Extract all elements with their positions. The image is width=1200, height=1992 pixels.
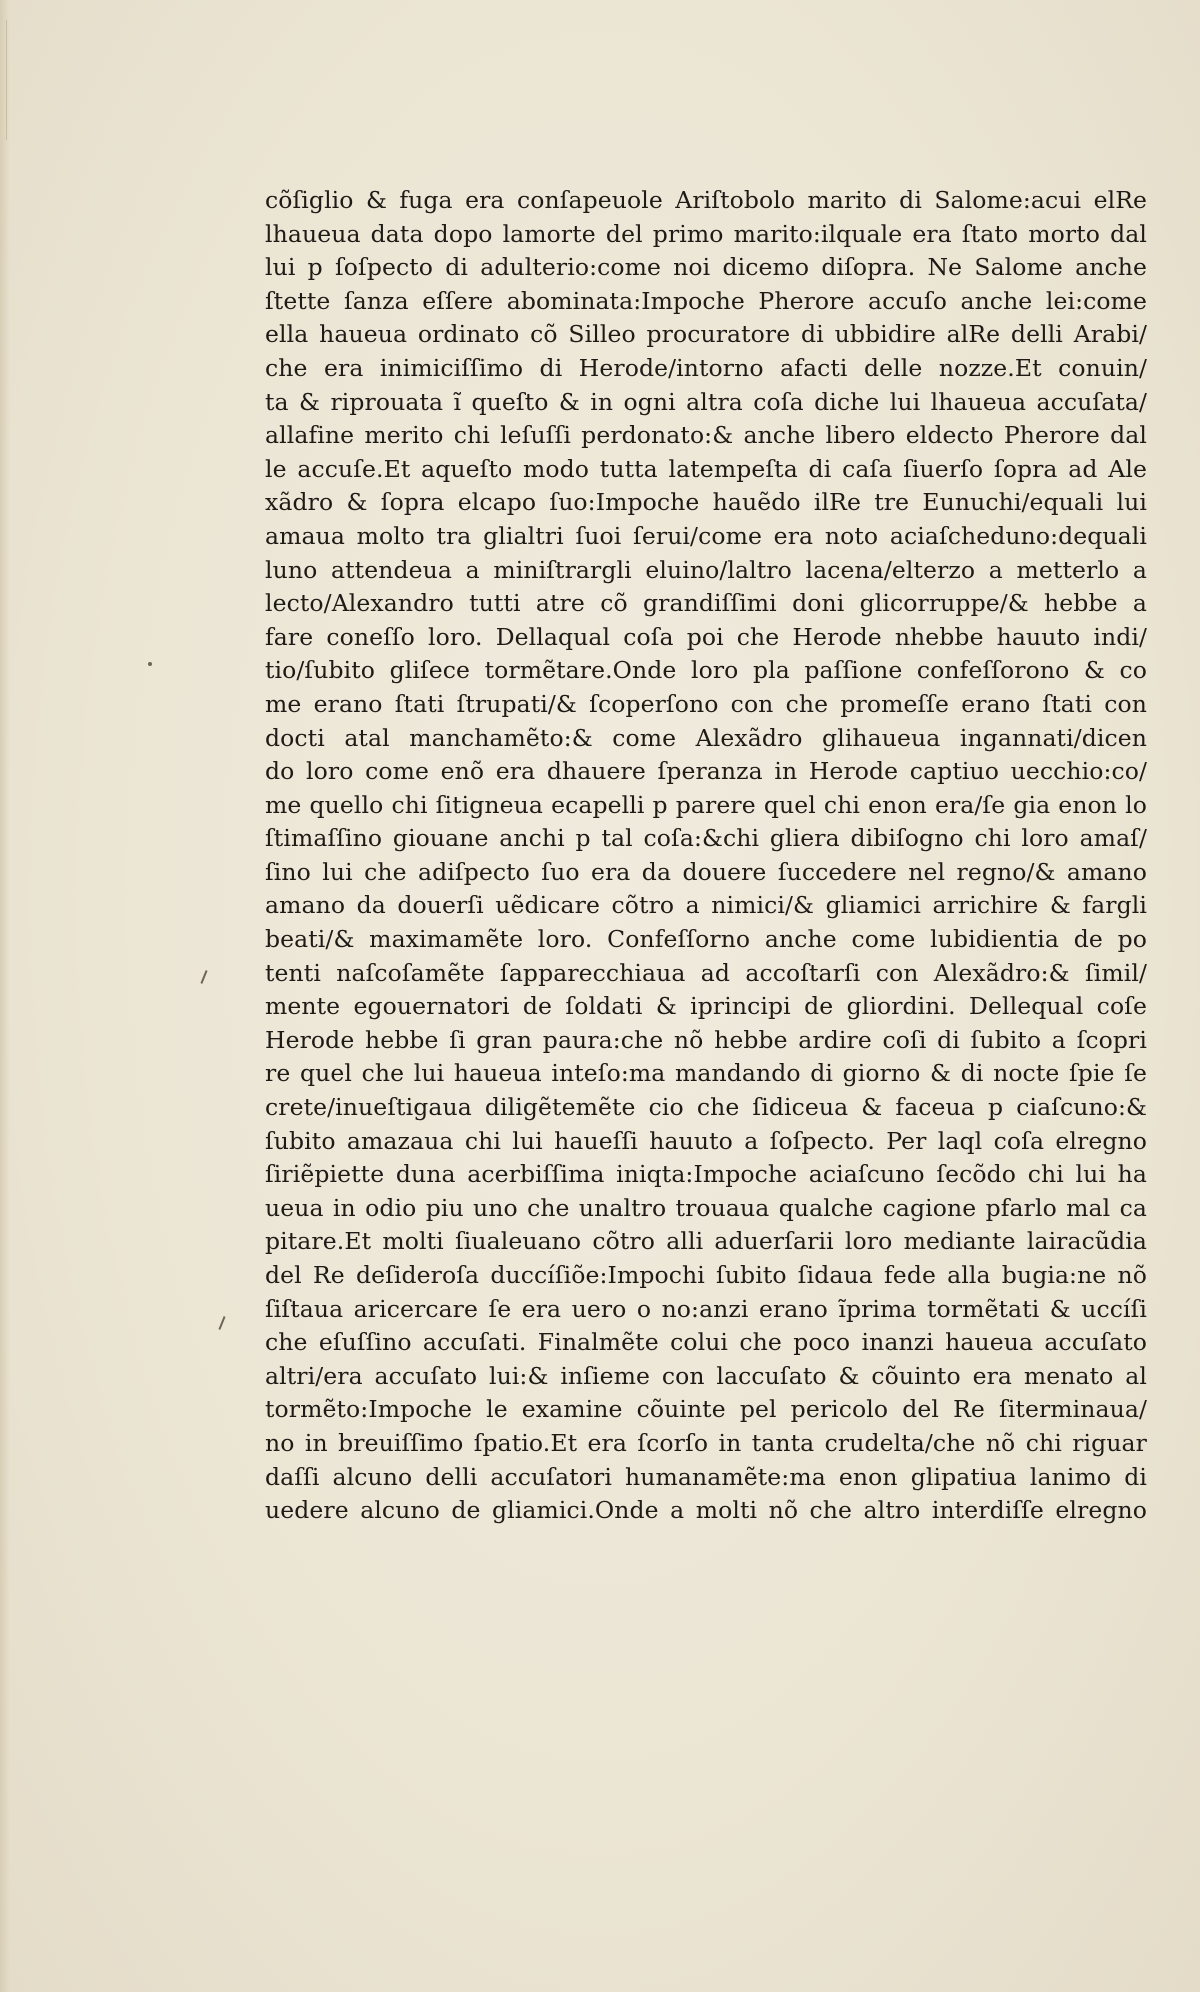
text-line: ſubito amazaua chi lui haueſſi hauuto a ſoſpecto. Per laql coſa elregno bbox=[265, 1126, 1147, 1155]
text-line: daſſi alcuno delli accuſatori humanamẽte:ma enon glipatiua lanimo di bbox=[265, 1462, 1147, 1491]
text-line: cõſiglio & fuga era conſapeuole Ariſtobolo marito di Salome:acui elRe bbox=[265, 186, 1147, 214]
text-line: docti atal manchamẽto:& come Alexãdro glihaueua ingannati/dicen bbox=[265, 723, 1147, 752]
text-line: crete/inueſtigaua diligẽtemẽte cio che ſidiceua & faceua p ciaſcuno:& bbox=[265, 1093, 1147, 1122]
text-line: me erano ſtati ſtrupati/& ſcoperſono con che promeſſe erano ſtati con bbox=[265, 689, 1147, 718]
page-edge-line bbox=[6, 20, 7, 140]
text-line: do loro come enõ era dhauere ſperanza in Herode captiuo uecchio:co/ bbox=[265, 757, 1147, 786]
text-line: del Re deſideroſa duccíſiõe:Impochi ſubito ſidaua fede alla bugia:ne nõ bbox=[265, 1261, 1147, 1289]
margin-speck bbox=[148, 662, 152, 666]
text-line: tenti naſcoſamẽte ſapparecchiaua ad accoſtarſi con Alexãdro:& ſimil/ bbox=[265, 958, 1147, 987]
text-line: tio/ſubito gliſece tormẽtare.Onde loro pla paſſione confeſſorono & co bbox=[265, 656, 1147, 685]
text-line: ſiriẽpiette duna acerbiſſima iniqta:Impoche aciaſcuno ſecõdo chi lui ha bbox=[265, 1160, 1147, 1189]
text-line: no in breuiſſimo ſpatio.Et era ſcorſo in tanta crudelta/che nõ chi riguar bbox=[265, 1428, 1147, 1457]
text-line: tormẽto:Impoche le examine cõuinte pel pericolo del Re ſiterminaua/ bbox=[265, 1395, 1147, 1424]
text-line: ueua in odio piu uno che unaltro trouaua qualche cagione pfarlo mal ca bbox=[265, 1193, 1147, 1222]
text-line: lhaueua data dopo lamorte del primo marito:ilquale era ſtato morto dal bbox=[265, 219, 1147, 248]
text-line: che era inimiciſſimo di Herode/intorno afacti delle nozze.Et conuin/ bbox=[265, 353, 1147, 382]
text-line: lecto/Alexandro tutti atre cõ grandiſſimi doni glicorruppe/& hebbe a bbox=[265, 589, 1147, 618]
text-line: ella haueua ordinato cõ Silleo procuratore di ubbidire alRe delli Arabi/ bbox=[265, 320, 1147, 349]
text-line: luno attendeua a miniſtrargli eluino/laltro lacena/elterzo a metterlo a bbox=[265, 555, 1147, 584]
text-line: ta & riprouata ĩ queſto & in ogni altra coſa diche lui lhaueua accuſata/ bbox=[265, 387, 1147, 416]
text-line: beati/& maximamẽte loro. Confeſſorno anche come lubidientia de po bbox=[265, 925, 1147, 954]
text-line: Herode hebbe ſi gran paura:che nõ hebbe ardire coſi di ſubito a ſcopri bbox=[265, 1025, 1147, 1054]
text-line: amano da douerſi uẽdicare cõtro a nimici/& gliamici arrichire & fargli bbox=[265, 891, 1147, 920]
text-block bbox=[265, 184, 1147, 1528]
text-line: ſtette ſanza eſſere abominata:Impoche Pherore accuſo anche lei:come bbox=[265, 286, 1147, 315]
text-line: le accuſe.Et aqueſto modo tutta latempeſta di caſa ſiuerſo ſopra ad Ale bbox=[265, 454, 1147, 483]
text-line: me quello chi ſitigneua ecapelli p parere quel chi enon era/ſe gia enon lo bbox=[265, 790, 1147, 819]
text-line: pitare.Et molti ſiualeuano cõtro alli aduerſarii loro mediante lairacũdia bbox=[265, 1227, 1147, 1256]
margin-tick bbox=[218, 1316, 225, 1330]
text-line: ſino lui che adiſpecto ſuo era da douere ſuccedere nel regno/& amano bbox=[265, 857, 1147, 886]
text-line: altri/era accuſato lui:& inſieme con laccuſato & cõuinto era menato al bbox=[265, 1361, 1147, 1390]
text-line: che eſuſſino accuſati. Finalmẽte colui che poco inanzi haueua accuſato bbox=[265, 1328, 1147, 1357]
text-line: uedere alcuno de gliamici.Onde a molti nõ che altro interdiſſe elregno bbox=[265, 1496, 1147, 1525]
page-left-edge bbox=[0, 0, 10, 1992]
text-line: re quel che lui haueua inteſo:ma mandando di giorno & di nocte ſpie ſe bbox=[265, 1059, 1147, 1088]
margin-tick bbox=[200, 970, 207, 984]
text-line: mente egouernatori de ſoldati & iprincipi de gliordini. Dellequal coſe bbox=[265, 992, 1147, 1021]
text-line: lui p ſoſpecto di adulterio:come noi dicemo diſopra. Ne Salome anche bbox=[265, 253, 1147, 282]
text-line: allafine merito chi leſuſſi perdonato:& anche libero eldecto Pherore dal bbox=[265, 421, 1147, 450]
text-line: xãdro & ſopra elcapo ſuo:Impoche hauẽdo ilRe tre Eunuchi/equali lui bbox=[265, 488, 1147, 517]
text-line: fare coneſſo loro. Dellaqual coſa poi che Herode nhebbe hauuto indi/ bbox=[265, 622, 1147, 651]
text-line: amaua molto tra glialtri ſuoi ſerui/come era noto aciaſcheduno:dequali bbox=[265, 521, 1147, 550]
text-line: ſtimaſſino giouane anchi p tal coſa:&chi gliera dibiſogno chi loro amaſ/ bbox=[265, 824, 1147, 853]
text-line: ſiſtaua aricercare ſe era uero o no:anzi erano ĩprima tormẽtati & uccíſi bbox=[265, 1294, 1147, 1323]
